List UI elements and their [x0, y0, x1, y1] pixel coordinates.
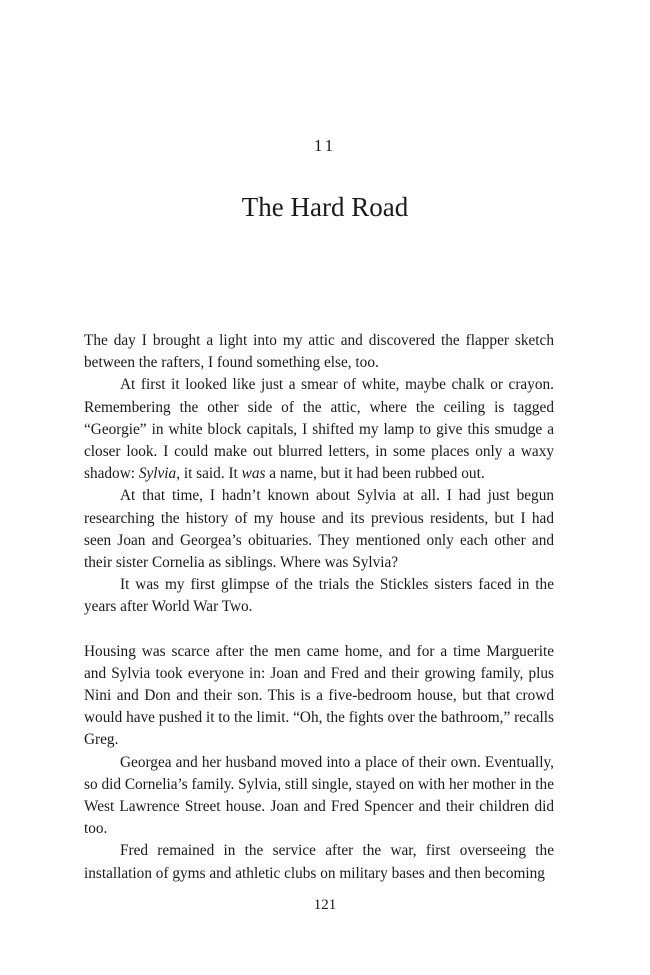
paragraph-text: , it said. It	[176, 465, 242, 483]
paragraph	[84, 840, 554, 884]
chapter-title: The Hard Road	[241, 192, 409, 222]
paragraph	[84, 574, 554, 618]
italic-text: Sylvia	[138, 465, 177, 483]
paragraph-text: Housing was scarce after the men came home, and for a time Marguerite and Sylvia took everyone in: Joan and Fred and their growing family, plus Nini and Don and their son. This is a five-bedroom house, but that crowd would have pushed it to the limit. “Oh, the fights over the bathroom,” recalls Greg.	[84, 642, 554, 749]
paragraph-text: At first it looked like just a smear of white, maybe chalk or crayon. Remembering the other side of the attic, where the ceiling is tagged “Georgie” in white block capitals, I shifted my lamp to give this smudge a closer look. I could make out blurred letters, in some places only a waxy shadow:	[84, 376, 554, 483]
paragraph	[84, 752, 554, 841]
paragraph	[84, 641, 554, 752]
italic-text: was	[241, 465, 266, 483]
paragraph	[84, 330, 554, 374]
paragraph-text: It was my first glimpse of the trials the Stickles sisters faced in the years after World War Two.	[84, 576, 554, 616]
chapter-number: 11	[313, 136, 337, 155]
paragraph-text: Georgea and her husband moved into a place of their own. Eventually, so did Cornelia’s family. Sylvia, still single, stayed on with her mother in the West Lawrence Street house. Joan and Fred Spencer and their children did too.	[84, 753, 554, 838]
chapter-body-text	[84, 330, 554, 885]
page-number: 121	[313, 897, 337, 913]
paragraph	[84, 374, 554, 485]
paragraph-text: a name, but it had been rubbed out.	[265, 465, 485, 483]
paragraph-text: Fred remained in the service after the war, first overseeing the installation of gyms and athletic clubs on military bases and then becoming	[84, 842, 554, 882]
paragraph	[84, 485, 554, 574]
paragraph-text: The day I brought a light into my attic and discovered the flapper sketch between the rafters, I found something else, too.	[84, 332, 554, 372]
paragraph-text: At that time, I hadn’t known about Sylvia at all. I had just begun researching the history of my house and its previous residents, but I had seen Joan and Georgea’s obituaries. They mentioned only each other and their sister Cornelia as siblings. Where was Sylvia?	[84, 487, 554, 572]
